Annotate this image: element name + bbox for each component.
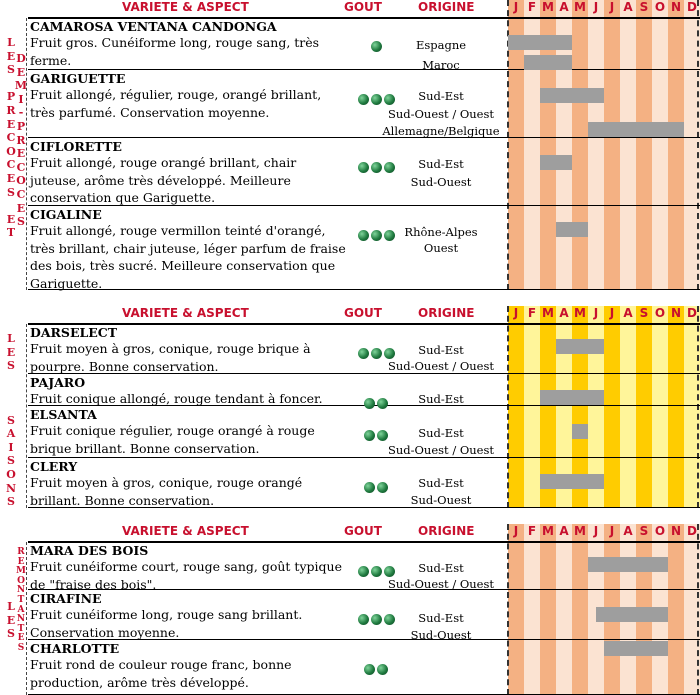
side-letter: T	[17, 623, 25, 634]
variety-name: CAMAROSA VENTANA CANDONGA	[30, 19, 277, 34]
side-letter: S	[7, 627, 15, 641]
month-label: A	[623, 524, 633, 538]
month-label: M	[542, 0, 554, 14]
variety-name: CLERY	[30, 459, 78, 474]
origin-label: Rhône-Alpes	[404, 225, 478, 239]
month-label: J	[609, 306, 615, 320]
side-letter: D	[16, 52, 26, 65]
side-letter: A	[6, 427, 16, 441]
side-letter: R	[17, 547, 25, 557]
month-label: A	[559, 0, 569, 14]
season-bar	[588, 122, 684, 137]
side-letter: A	[17, 604, 25, 615]
month-label: J	[609, 0, 615, 14]
side-letter: S	[17, 642, 25, 653]
month-label: N	[670, 306, 682, 320]
side-letter: I	[8, 440, 14, 454]
taste-rating	[340, 660, 412, 679]
header-taste: GOUT	[344, 524, 382, 538]
origin-label: Sud-Ouest	[410, 175, 472, 189]
variety-row	[28, 206, 700, 290]
side-letter: C	[16, 187, 26, 201]
header-variety: VARIETE & ASPECT	[122, 306, 249, 320]
month-label: N	[670, 0, 682, 14]
variety-row	[28, 18, 700, 70]
variety-description: Fruit allongé, rouge vermillon teinté d'orangé, très brillant, chair juteuse, léger parfum de fraise des bois, très sucré. Meilleure conservation que Gariguette.	[30, 223, 346, 291]
side-letter	[0, 373, 22, 387]
origin-label: Sud-Ouest / Ouest	[387, 443, 495, 457]
side-letter: L	[7, 36, 15, 49]
origin-label: Allemagne/Belgique	[382, 124, 500, 138]
variety-description: Fruit conique régulier, rouge orangé à rouge brique brillant. Bonne conservation.	[30, 423, 315, 456]
side-letter	[0, 386, 22, 400]
season-bar	[508, 35, 572, 50]
taste-dot-icon	[358, 94, 369, 105]
side-letter: T	[17, 594, 25, 605]
variety-description: Fruit moyen à gros, conique, rouge orangé brillant. Bonne conservation.	[30, 475, 303, 508]
side-letter: E	[6, 212, 16, 226]
variety-name: ELSANTA	[30, 407, 97, 422]
season-bar	[604, 641, 668, 656]
taste-dot-icon	[377, 664, 388, 675]
side-letter: R	[16, 133, 26, 147]
side-letter: E	[16, 147, 26, 161]
month-label: M	[574, 306, 586, 320]
variety-name: CIRAFINE	[30, 591, 102, 606]
month-label: M	[542, 306, 554, 320]
variety-name: DARSELECT	[30, 325, 118, 340]
season-bar	[556, 222, 588, 237]
side-letter: E	[17, 556, 25, 567]
side-letter: E	[16, 65, 26, 79]
side-letter: C	[6, 158, 16, 172]
taste-dot-icon	[364, 664, 375, 675]
side-letter: E	[17, 633, 25, 644]
side-letter	[0, 400, 22, 414]
origin-label: Sud-Est	[418, 157, 464, 171]
side-letter: E	[6, 171, 16, 185]
variety-description: Fruit cunéiforme long, rouge sang brillant. Conservation moyenne.	[30, 607, 303, 640]
month-label: D	[687, 524, 697, 538]
month-label: A	[559, 306, 569, 320]
side-letter: I	[18, 92, 24, 106]
side-divider	[26, 324, 27, 508]
header-origin: ORIGINE	[418, 306, 475, 320]
side-letter: S	[7, 359, 15, 373]
variety-row	[28, 640, 700, 695]
origin-label: Sud-Est	[418, 476, 464, 490]
month-label: N	[670, 524, 682, 538]
side-letter: S	[7, 454, 15, 468]
side-letter: O	[17, 575, 25, 586]
origin-label: Maroc	[422, 58, 460, 72]
origin-label: Sud-Est	[418, 89, 464, 103]
origin-label: Sud-Est	[418, 561, 464, 575]
side-letter: C	[6, 131, 16, 145]
month-label: D	[687, 0, 697, 14]
month-label: F	[527, 306, 537, 320]
taste-dot-icon	[364, 430, 375, 441]
taste-dot-icon	[358, 230, 369, 241]
side-letter: N	[5, 481, 17, 495]
month-label: A	[623, 306, 633, 320]
variety-row	[28, 138, 700, 206]
month-label: J	[609, 524, 615, 538]
side-letter: S	[7, 413, 15, 427]
month-label: S	[639, 524, 649, 538]
side-letter: S	[7, 63, 15, 77]
side-letter: -	[18, 106, 24, 120]
side-divider	[26, 18, 27, 290]
header-origin: ORIGINE	[418, 524, 475, 538]
month-label: J	[593, 524, 599, 538]
side-letter: E	[6, 117, 16, 131]
variety-row	[28, 406, 700, 458]
variety-description: Fruit allongé, rouge orangé brillant, chair juteuse, arôme très développé. Meilleure conservation que Gariguette.	[30, 155, 297, 205]
origin-label: Sud-Est	[418, 392, 464, 406]
taste-dot-icon	[358, 614, 369, 625]
side-letter: E	[6, 345, 16, 359]
season-bar	[524, 55, 572, 70]
side-letter: O	[6, 467, 16, 481]
season-bar	[572, 424, 588, 439]
variety-description: Fruit moyen à gros, conique, rouge brique à pourpre. Bonne conservation.	[30, 341, 311, 374]
side-letter: R	[6, 103, 16, 117]
month-label: J	[593, 306, 599, 320]
side-letter: T	[6, 226, 16, 240]
variety-description: Fruit rond de couleur rouge franc, bonne production, arôme très développé.	[30, 657, 292, 690]
season-bar	[540, 155, 572, 170]
side-letter: S	[7, 185, 15, 199]
variety-name: PAJARO	[30, 375, 86, 390]
side-letter: P	[6, 90, 16, 104]
section-side-label	[0, 332, 22, 509]
side-letter: O	[6, 144, 16, 158]
origin-label: Sud-Ouest	[410, 628, 472, 642]
month-label: O	[654, 306, 666, 320]
month-label: J	[513, 0, 519, 14]
side-letter: E	[6, 49, 16, 63]
variety-name: CIGALINE	[30, 207, 102, 222]
side-letter: L	[7, 600, 15, 613]
season-bar	[588, 557, 668, 572]
variety-description: Fruit conique allongé, rouge tendant à foncer.	[30, 391, 323, 406]
month-label: M	[542, 524, 554, 538]
month-label: F	[527, 524, 537, 538]
month-label: S	[639, 306, 649, 320]
origin-label: Sud-Ouest	[410, 493, 472, 507]
header-taste: GOUT	[344, 306, 382, 320]
origin-label: Ouest	[423, 241, 459, 255]
origin-label: Sud-Ouest / Ouest	[387, 107, 495, 121]
side-letter: M	[14, 79, 28, 93]
side-letter: E	[6, 613, 16, 627]
season-bar	[540, 474, 604, 489]
origin-label: Sud-Est	[418, 343, 464, 357]
month-label: A	[623, 0, 633, 14]
side-divider	[26, 542, 27, 695]
month-label: J	[513, 524, 519, 538]
variety-name: GARIGUETTE	[30, 71, 126, 86]
side-letter: S	[7, 495, 15, 509]
side-letter: O	[16, 174, 26, 188]
origin-label: Sud-Est	[418, 611, 464, 625]
taste-dot-icon	[358, 348, 369, 359]
side-letter: S	[17, 215, 25, 229]
season-bar	[556, 339, 604, 354]
month-label: J	[593, 0, 599, 14]
side-letter: L	[7, 332, 15, 345]
season-bar	[596, 607, 668, 622]
month-label: M	[574, 524, 586, 538]
variety-description: Fruit gros. Cunéiforme long, rouge sang, très ferme.	[30, 35, 320, 68]
taste-dot-icon	[364, 482, 375, 493]
side-letter: N	[16, 614, 26, 625]
header-variety: VARIETE & ASPECT	[122, 0, 249, 14]
side-letter: P	[16, 119, 26, 133]
side-letter: N	[16, 585, 26, 596]
variety-description: Fruit cunéiforme court, rouge sang, goût typique de "fraise des bois".	[30, 559, 342, 592]
variety-description: Fruit allongé, régulier, rouge, orangé brillant, très parfumé. Conservation moyenne.	[30, 87, 322, 120]
month-label: O	[654, 0, 666, 14]
origin-label: Sud-Ouest / Ouest	[387, 577, 495, 591]
month-label: M	[574, 0, 586, 14]
month-label: J	[513, 306, 519, 320]
month-label: S	[639, 0, 649, 14]
month-label: A	[559, 524, 569, 538]
month-label: F	[527, 0, 537, 14]
season-bar	[540, 390, 604, 405]
taste-dot-icon	[358, 566, 369, 577]
header-taste: GOUT	[344, 0, 382, 14]
origin-label: Sud-Ouest / Ouest	[387, 359, 495, 373]
taste-dot-icon	[358, 162, 369, 173]
variety-name: CHARLOTTE	[30, 641, 120, 656]
origin-label: Sud-Est	[418, 426, 464, 440]
variety-name: CIFLORETTE	[30, 139, 122, 154]
month-label: D	[687, 306, 697, 320]
header-origin: ORIGINE	[418, 0, 475, 14]
side-letter: E	[16, 201, 26, 215]
side-letter: C	[16, 160, 26, 174]
variety-name: MARA DES BOIS	[30, 543, 149, 558]
month-label: O	[654, 524, 666, 538]
origin-label: Espagne	[415, 38, 467, 52]
season-bar	[540, 88, 604, 103]
header-variety: VARIETE & ASPECT	[122, 524, 249, 538]
side-letter: M	[16, 566, 26, 577]
